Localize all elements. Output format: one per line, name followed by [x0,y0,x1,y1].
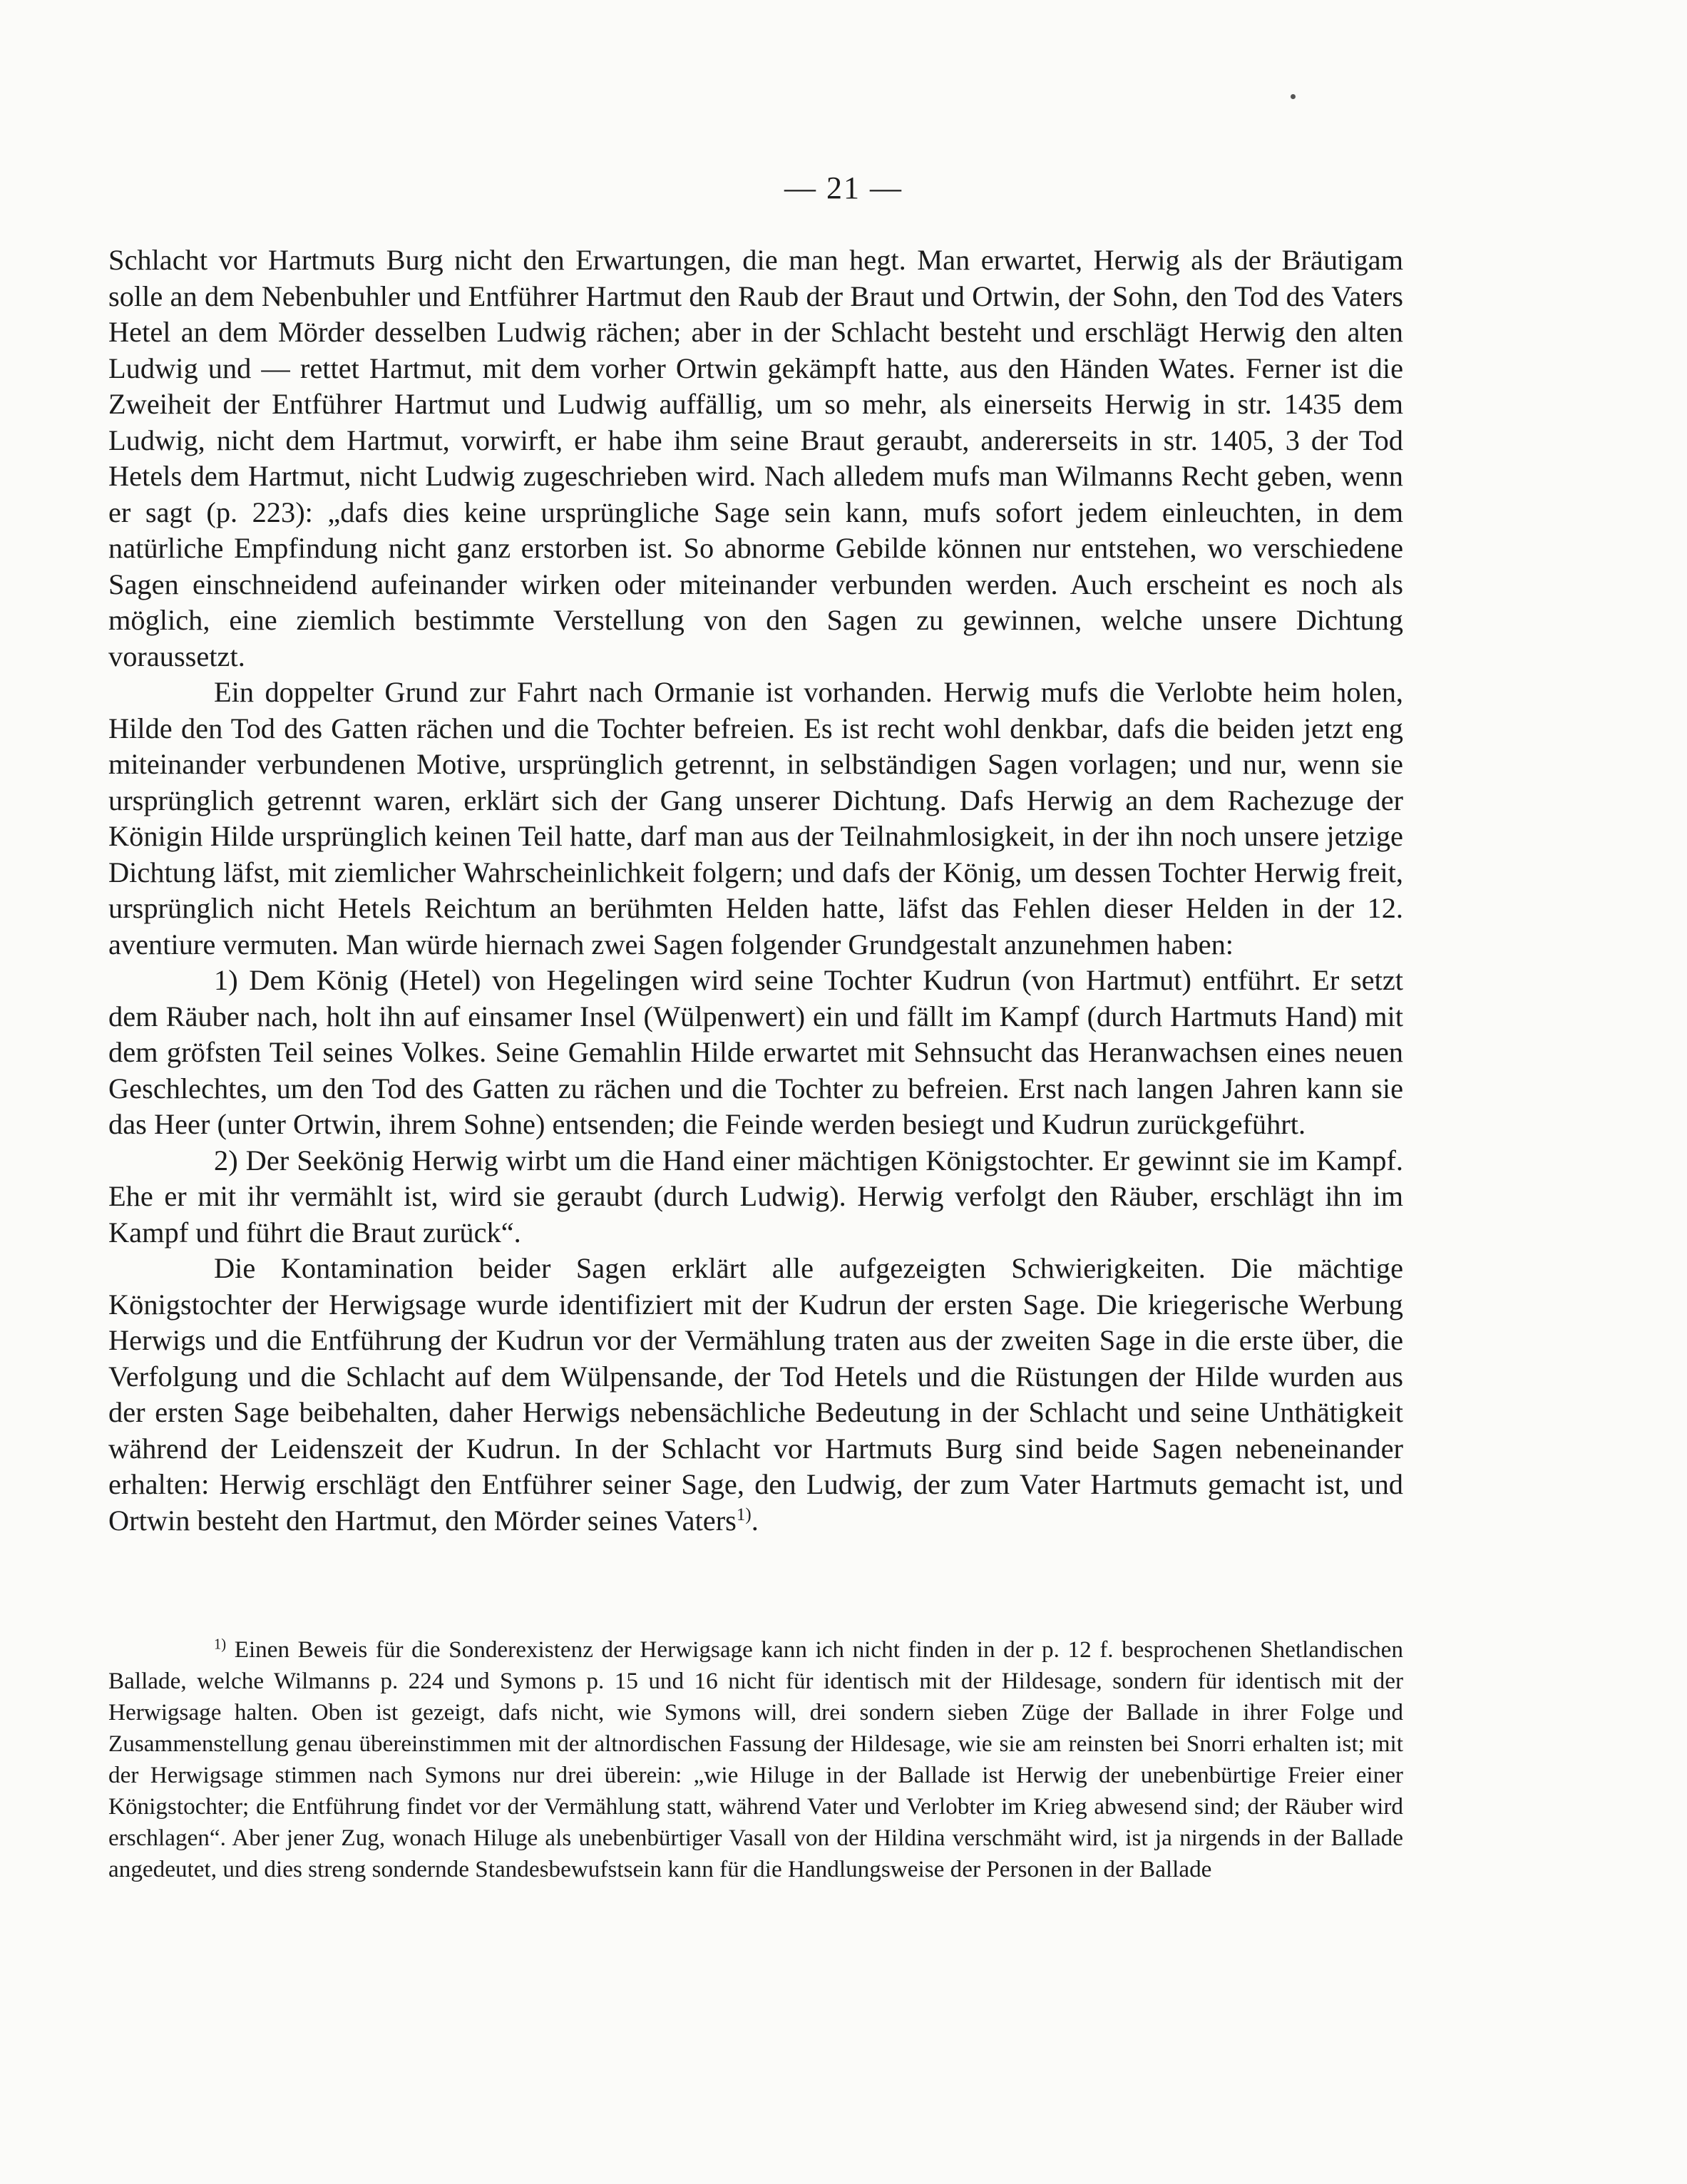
paragraph-5-end: . [751,1504,759,1537]
paragraph-5-text: Die Kontamination beider Sagen erklärt alle aufgezeigten Schwierigkeiten. Die mächtige Königstochter der Herwigsage wurde identifiziert mit der Kudrun der ersten Sage. Die kriegerische Werbung Herwigs und die Entführung der Kudrun vor der Vermählung traten aus der zweiten Sage in die erste über, die Verfolgung und die Schlacht auf dem Wülpensande, der Tod Hetels und die Rüstungen der Hilde wurden aus der ersten Sage beibehalten, daher Herwigs nebensächliche Bedeutung in der Schlacht und seine Unthätigkeit während der Leidenszeit der Kudrun. In der Schlacht vor Hartmuts Burg sind beide Sagen nebeneinander erhalten: Herwig erschlägt den Entführer seiner Sage, den Ludwig, der zum Vater Hartmuts gemacht ist, und Ortwin besteht den Hartmut, den Mörder seines Vaters [108,1252,1403,1537]
page-number: — 21 — [784,170,903,205]
paragraph-4-saga-2: 2) Der Seekönig Herwig wirbt um die Hand einer mächtigen Königstochter. Er gewinnt sie im Kampf. Ehe er mit ihr vermählt ist, wird sie geraubt (durch Ludwig). Herwig verfolgt den Räuber, erschlägt ihn im Kampf und führt die Braut zurück“. [108,1144,1403,1249]
footnotes [108,1634,1403,1885]
footnote-text: Einen Beweis für die Sonderexistenz der Herwigsage kann ich nicht finden in der p. 12 f. besprochenen Shetlandischen Ballade, welche Wilmanns p. 224 und Symons p. 15 und 16 nicht für identisch mit der Hildesage, sondern für identisch mit der Herwigsage halten. Oben ist gezeigt, dafs nicht, wie Symons will, drei sondern sieben Züge der Ballade in ihrer Folge und Zusammenstellung genau übereinstimmen mit der altnordischen Fassung der Hildesage, wie sie am reinsten bei Snorri erhalten ist; mit der Herwigsage stimmen nach Symons nur drei überein: „wie Hiluge in der Ballade ist Herwig der unebenbürtige Freier einer Königstochter; die Entführung findet vor der Vermählung statt, während Vater und Verlobter im Krieg abwesend sind; der Räuber wird erschlagen“. Aber jener Zug, wonach Hiluge als unebenbürtiger Vasall von der Hildina verschmäht wird, ist ja nirgends in der Ballade angedeutet, und dies streng sondernde Standesbewufstsein kann für die Handlungsweise der Personen in der Ballade [108,1636,1403,1882]
paragraph-3-saga-1: 1) Dem König (Hetel) von Hegelingen wird seine Tochter Kudrun (von Hartmut) entführt. Er setzt dem Räuber nach, holt ihn auf einsamer Insel (Wülpenwert) ein und fällt im Kampf (durch Hartmuts Hand) mit dem gröfsten Teil seines Volkes. Seine Gemahlin Hilde erwartet mit Sehnsucht das Heranwachsen eines neuen Geschlechtes, um den Tod des Gatten zu rächen und die Tochter zu befreien. Erst nach langen Jahren kann sie das Heer (unter Ortwin, ihrem Sohne) entsenden; die Feinde werden besiegt und Kudrun zurückgeführt. [108,964,1403,1140]
paragraph-5 [108,1251,1403,1539]
paragraph-2: Ein doppelter Grund zur Fahrt nach Ormanie ist vorhanden. Herwig mufs die Verlobte heim holen, Hilde den Tod des Gatten rächen und die Tochter befreien. Es ist recht wohl denkbar, dafs die beiden jetzt eng miteinander verbundenen Motive, ursprünglich getrennt, in selbständigen Sagen vorlagen; und nur, wenn sie ursprünglich getrennt waren, erklärt sich der Gang unserer Dichtung. Dafs Herwig an dem Rachezuge der Königin Hilde ursprünglich keinen Teil hatte, darf man aus der Teilnahmlosigkeit, in der ihn noch unsere jetzige Dichtung läfst, mit ziemlicher Wahrscheinlichkeit folgern; und dafs der König, um dessen Tochter Herwig freit, ursprünglich nicht Hetels Reichtum an berühmten Helden hatte, läfst das Fehlen dieser Helden in der 12. aventiure vermuten. Man würde hiernach zwei Sagen folgender Grundgestalt anzunehmen haben: [108,676,1403,960]
paragraph-1: Schlacht vor Hartmuts Burg nicht den Erwartungen, die man hegt. Man erwartet, Herwig als der Bräutigam solle an dem Nebenbuhler und Entführer Hartmut den Raub der Braut und Ortwin, der Sohn, den Tod des Vaters Hetel an dem Mörder desselben Ludwig rächen; aber in der Schlacht besteht und erschlägt Herwig den alten Ludwig und — rettet Hartmut, mit dem vorher Ortwin gekämpft hatte, aus den Händen Wates. Ferner ist die Zweiheit der Entführer Hartmut und Ludwig auffällig, um so mehr, als einerseits Herwig in str. 1435 dem Ludwig, nicht dem Hartmut, vorwirft, er habe ihm seine Braut geraubt, andererseits in str. 1405, 3 der Tod Hetels dem Hartmut, nicht Ludwig zugeschrieben wird. Nach alledem mufs man Wilmanns Recht geben, wenn er sagt (p. 223): „dafs dies keine ursprüngliche Sage sein kann, mufs sofort jedem einleuchten, in dem natürliche Empfindung nicht ganz erstorben ist. So abnorme Gebilde können nur entstehen, wo verschiedene Sagen einschneidend aufeinander wirken oder miteinander verbunden werden. Auch erscheint es noch als möglich, eine ziemlich bestimmte Verstellung von den Sagen zu gewinnen, welche unsere Dichtung voraussetzt. [108,244,1403,672]
footnote-1 [108,1634,1403,1885]
body-text [108,242,1403,1539]
footnote-reference: 1) [736,1504,752,1524]
footnote-marker: 1) [214,1636,227,1653]
scan-speck [1291,94,1296,99]
